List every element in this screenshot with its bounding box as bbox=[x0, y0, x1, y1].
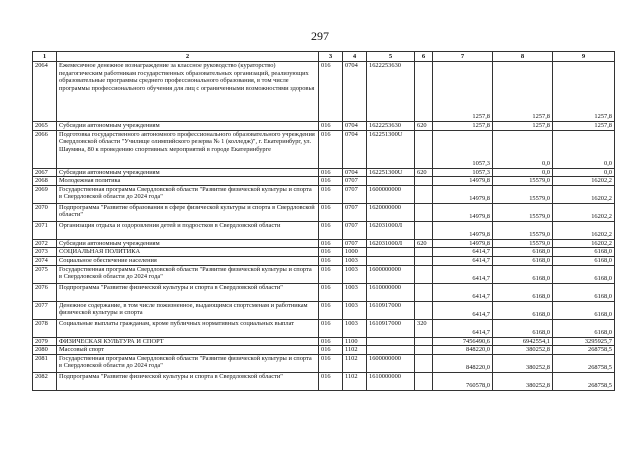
amount-year-1: 14979,8 bbox=[433, 239, 493, 248]
row-number: 2066 bbox=[33, 130, 57, 168]
table-row bbox=[33, 185, 615, 203]
admin-code: 016 bbox=[319, 185, 343, 203]
admin-code: 016 bbox=[319, 130, 343, 168]
target-code: 1610917000 bbox=[367, 301, 415, 319]
section-code: 0704 bbox=[343, 130, 367, 168]
row-name: Государственная программа Свердловской области "Развитие физической культуры и спорта в Свердловской области до 2024 года" bbox=[57, 265, 319, 283]
target-code: 1622253630 bbox=[367, 122, 415, 131]
target-code: 1600000000 bbox=[367, 265, 415, 283]
section-code: 1003 bbox=[343, 301, 367, 319]
section-code: 1000 bbox=[343, 248, 367, 257]
row-number: 2077 bbox=[33, 301, 57, 319]
admin-code: 016 bbox=[319, 283, 343, 301]
amount-year-2: 15579,0 bbox=[493, 177, 553, 186]
target-code: 162251300U bbox=[367, 168, 415, 177]
amount-year-1: 760578,0 bbox=[433, 372, 493, 390]
section-code: 0704 bbox=[343, 62, 367, 122]
amount-year-1: 6414,7 bbox=[433, 248, 493, 257]
amount-year-2: 0,0 bbox=[493, 168, 553, 177]
target-code bbox=[367, 346, 415, 355]
amount-year-2: 6168,0 bbox=[493, 319, 553, 337]
amount-year-3: 268758,5 bbox=[553, 354, 615, 372]
header-cell: 4 bbox=[343, 52, 367, 62]
amount-year-1: 6414,7 bbox=[433, 265, 493, 283]
expense-type: 620 bbox=[415, 168, 433, 177]
admin-code: 016 bbox=[319, 256, 343, 265]
amount-year-2: 1257,8 bbox=[493, 62, 553, 122]
header-cell: 6 bbox=[415, 52, 433, 62]
header-cell: 7 bbox=[433, 52, 493, 62]
row-name: Субсидии автономным учреждениям bbox=[57, 122, 319, 131]
amount-year-3: 6168,0 bbox=[553, 319, 615, 337]
amount-year-2: 15579,0 bbox=[493, 203, 553, 221]
admin-code: 016 bbox=[319, 203, 343, 221]
section-code: 1003 bbox=[343, 319, 367, 337]
row-number: 2064 bbox=[33, 62, 57, 122]
amount-year-1: 1257,8 bbox=[433, 62, 493, 122]
target-code bbox=[367, 177, 415, 186]
row-name: Подпрограмма "Развитие образования в сфере физической культуры и спорта в Свердловской области" bbox=[57, 203, 319, 221]
table-row bbox=[33, 177, 615, 186]
amount-year-3: 268758,5 bbox=[553, 346, 615, 355]
target-code: 162251300U bbox=[367, 130, 415, 168]
amount-year-1: 6414,7 bbox=[433, 301, 493, 319]
target-code: 1610917000 bbox=[367, 319, 415, 337]
target-code: 1610000000 bbox=[367, 283, 415, 301]
row-number: 2074 bbox=[33, 256, 57, 265]
amount-year-3: 3295925,7 bbox=[553, 337, 615, 346]
target-code: 1620000000 bbox=[367, 203, 415, 221]
row-number: 2081 bbox=[33, 354, 57, 372]
section-code: 1102 bbox=[343, 354, 367, 372]
amount-year-2: 6168,0 bbox=[493, 301, 553, 319]
amount-year-1: 1057,3 bbox=[433, 130, 493, 168]
admin-code: 016 bbox=[319, 372, 343, 390]
table-row bbox=[33, 221, 615, 239]
expense-type: 620 bbox=[415, 122, 433, 131]
amount-year-1: 1257,8 bbox=[433, 122, 493, 131]
table-row bbox=[33, 168, 615, 177]
row-name: Социальные выплаты гражданам, кроме публичных нормативных социальных выплат bbox=[57, 319, 319, 337]
row-number: 2065 bbox=[33, 122, 57, 131]
amount-year-3: 1257,8 bbox=[553, 122, 615, 131]
amount-year-2: 15579,0 bbox=[493, 221, 553, 239]
row-name: Социальное обеспечение населения bbox=[57, 256, 319, 265]
amount-year-3: 16202,2 bbox=[553, 239, 615, 248]
row-number: 2071 bbox=[33, 221, 57, 239]
table-row bbox=[33, 239, 615, 248]
row-number: 2079 bbox=[33, 337, 57, 346]
row-number: 2080 bbox=[33, 346, 57, 355]
amount-year-1: 7456490,6 bbox=[433, 337, 493, 346]
admin-code: 016 bbox=[319, 354, 343, 372]
table-row bbox=[33, 256, 615, 265]
expense-type bbox=[415, 337, 433, 346]
amount-year-3: 16202,2 bbox=[553, 177, 615, 186]
expense-type bbox=[415, 62, 433, 122]
row-name: Подпрограмма "Развитие физической культуры и спорта в Свердловской области" bbox=[57, 283, 319, 301]
amount-year-1: 14979,8 bbox=[433, 221, 493, 239]
expense-type bbox=[415, 372, 433, 390]
row-name: Подпрограмма "Развитие физической культуры и спорта в Свердловской области" bbox=[57, 372, 319, 390]
amount-year-1: 848220,0 bbox=[433, 346, 493, 355]
admin-code: 016 bbox=[319, 265, 343, 283]
table-row bbox=[33, 354, 615, 372]
expense-type bbox=[415, 248, 433, 257]
header-cell: 5 bbox=[367, 52, 415, 62]
target-code: 1622253630 bbox=[367, 62, 415, 122]
section-code: 0707 bbox=[343, 239, 367, 248]
row-name: Подготовка государственного автономного профессионального образовательного учреждения Свердловской области "Училище олимпийского резерва № 1 (колледж)", г. Екатеринбург, ул. Шаумяна, 80 к проведению спортивных мероприятий в городе Екатеринбурге bbox=[57, 130, 319, 168]
section-code: 1102 bbox=[343, 372, 367, 390]
header-cell: 3 bbox=[319, 52, 343, 62]
amount-year-3: 6168,0 bbox=[553, 265, 615, 283]
admin-code: 016 bbox=[319, 239, 343, 248]
table-row bbox=[33, 203, 615, 221]
amount-year-2: 380252,8 bbox=[493, 346, 553, 355]
table-row bbox=[33, 346, 615, 355]
amount-year-2: 380252,8 bbox=[493, 372, 553, 390]
row-number: 2078 bbox=[33, 319, 57, 337]
header-cell: 9 bbox=[553, 52, 615, 62]
amount-year-2: 6168,0 bbox=[493, 248, 553, 257]
row-name: Государственная программа Свердловской области "Развитие физической культуры и спорта в Свердловской области до 2024 года" bbox=[57, 185, 319, 203]
admin-code: 016 bbox=[319, 337, 343, 346]
row-name: ФИЗИЧЕСКАЯ КУЛЬТУРА И СПОРТ bbox=[57, 337, 319, 346]
section-code: 1003 bbox=[343, 265, 367, 283]
amount-year-3: 268758,5 bbox=[553, 372, 615, 390]
target-code bbox=[367, 248, 415, 257]
table-row bbox=[33, 337, 615, 346]
expense-type bbox=[415, 177, 433, 186]
row-name: СОЦИАЛЬНАЯ ПОЛИТИКА bbox=[57, 248, 319, 257]
budget-table bbox=[32, 51, 615, 391]
amount-year-3: 16202,2 bbox=[553, 185, 615, 203]
section-code: 0704 bbox=[343, 122, 367, 131]
row-name: Субсидии автономным учреждениям bbox=[57, 239, 319, 248]
row-number: 2082 bbox=[33, 372, 57, 390]
amount-year-1: 848220,0 bbox=[433, 354, 493, 372]
amount-year-3: 16202,2 bbox=[553, 203, 615, 221]
target-code: 1600000000 bbox=[367, 185, 415, 203]
table-row bbox=[33, 372, 615, 390]
target-code: 1610000000 bbox=[367, 372, 415, 390]
expense-type bbox=[415, 130, 433, 168]
row-number: 2072 bbox=[33, 239, 57, 248]
row-number: 2075 bbox=[33, 265, 57, 283]
page-number: 297 bbox=[311, 29, 329, 43]
row-number: 2070 bbox=[33, 203, 57, 221]
amount-year-1: 14979,8 bbox=[433, 185, 493, 203]
expense-type bbox=[415, 301, 433, 319]
amount-year-3: 0,0 bbox=[553, 168, 615, 177]
section-code: 1100 bbox=[343, 337, 367, 346]
admin-code: 016 bbox=[319, 319, 343, 337]
expense-type bbox=[415, 256, 433, 265]
header-cell: 8 bbox=[493, 52, 553, 62]
section-code: 0707 bbox=[343, 177, 367, 186]
header-row bbox=[33, 52, 615, 62]
admin-code: 016 bbox=[319, 177, 343, 186]
table-row bbox=[33, 248, 615, 257]
row-number: 2068 bbox=[33, 177, 57, 186]
row-name: Субсидии автономным учреждениям bbox=[57, 168, 319, 177]
amount-year-1: 6414,7 bbox=[433, 283, 493, 301]
amount-year-3: 6168,0 bbox=[553, 256, 615, 265]
admin-code: 016 bbox=[319, 221, 343, 239]
section-code: 0707 bbox=[343, 203, 367, 221]
section-code: 1003 bbox=[343, 283, 367, 301]
target-code: 162031000Л bbox=[367, 221, 415, 239]
expense-type bbox=[415, 185, 433, 203]
amount-year-1: 1057,3 bbox=[433, 168, 493, 177]
row-name: Денежное содержание, в том числе пожизненное, выдающимся спортсменам и работникам физической культуры и спорта bbox=[57, 301, 319, 319]
row-number: 2076 bbox=[33, 283, 57, 301]
amount-year-3: 6168,0 bbox=[553, 248, 615, 257]
expense-type: 620 bbox=[415, 239, 433, 248]
section-code: 1003 bbox=[343, 256, 367, 265]
expense-type bbox=[415, 221, 433, 239]
expense-type: 320 bbox=[415, 319, 433, 337]
amount-year-3: 1257,8 bbox=[553, 62, 615, 122]
amount-year-2: 1257,8 bbox=[493, 122, 553, 131]
admin-code: 016 bbox=[319, 301, 343, 319]
amount-year-2: 6168,0 bbox=[493, 265, 553, 283]
row-number: 2069 bbox=[33, 185, 57, 203]
amount-year-2: 380252,8 bbox=[493, 354, 553, 372]
amount-year-1: 6414,7 bbox=[433, 319, 493, 337]
amount-year-1: 6414,7 bbox=[433, 256, 493, 265]
section-code: 1102 bbox=[343, 346, 367, 355]
amount-year-3: 16202,2 bbox=[553, 221, 615, 239]
amount-year-3: 6168,0 bbox=[553, 283, 615, 301]
table-row bbox=[33, 122, 615, 131]
amount-year-2: 6168,0 bbox=[493, 256, 553, 265]
row-name: Организация отдыха и оздоровления детей и подростков в Свердловской области bbox=[57, 221, 319, 239]
table-row bbox=[33, 130, 615, 168]
table-row bbox=[33, 283, 615, 301]
table-row bbox=[33, 319, 615, 337]
expense-type bbox=[415, 265, 433, 283]
admin-code: 016 bbox=[319, 346, 343, 355]
header-cell: 1 bbox=[33, 52, 57, 62]
amount-year-2: 15579,0 bbox=[493, 185, 553, 203]
amount-year-2: 6168,0 bbox=[493, 283, 553, 301]
target-code bbox=[367, 256, 415, 265]
expense-type bbox=[415, 346, 433, 355]
row-number: 2073 bbox=[33, 248, 57, 257]
row-name: Государственная программа Свердловской области "Развитие физической культуры и спорта в Свердловской области до 2024 года" bbox=[57, 354, 319, 372]
row-name: Ежемесячное денежное вознаграждение за классное руководство (кураторство) педагогическим работникам государственных образовательных организаций, реализующих образовательные программы среднего профессионального образования, в том числе программы профессионального обучения для лиц с ограниченными возможностями здоровья bbox=[57, 62, 319, 122]
section-code: 0707 bbox=[343, 221, 367, 239]
amount-year-3: 0,0 bbox=[553, 130, 615, 168]
section-code: 0704 bbox=[343, 168, 367, 177]
amount-year-2: 15579,0 bbox=[493, 239, 553, 248]
row-name: Молодежная политика bbox=[57, 177, 319, 186]
table-row bbox=[33, 301, 615, 319]
section-code: 0707 bbox=[343, 185, 367, 203]
target-code: 162031000Л bbox=[367, 239, 415, 248]
admin-code: 016 bbox=[319, 248, 343, 257]
amount-year-2: 6942554,1 bbox=[493, 337, 553, 346]
target-code: 1600000000 bbox=[367, 354, 415, 372]
target-code bbox=[367, 337, 415, 346]
table-row bbox=[33, 62, 615, 122]
amount-year-3: 6168,0 bbox=[553, 301, 615, 319]
table-row bbox=[33, 265, 615, 283]
row-name: Массовый спорт bbox=[57, 346, 319, 355]
amount-year-1: 14979,8 bbox=[433, 203, 493, 221]
row-number: 2067 bbox=[33, 168, 57, 177]
admin-code: 016 bbox=[319, 122, 343, 131]
expense-type bbox=[415, 354, 433, 372]
expense-type bbox=[415, 203, 433, 221]
expense-type bbox=[415, 283, 433, 301]
admin-code: 016 bbox=[319, 168, 343, 177]
amount-year-2: 0,0 bbox=[493, 130, 553, 168]
amount-year-1: 14979,8 bbox=[433, 177, 493, 186]
header-cell: 2 bbox=[57, 52, 319, 62]
admin-code: 016 bbox=[319, 62, 343, 122]
